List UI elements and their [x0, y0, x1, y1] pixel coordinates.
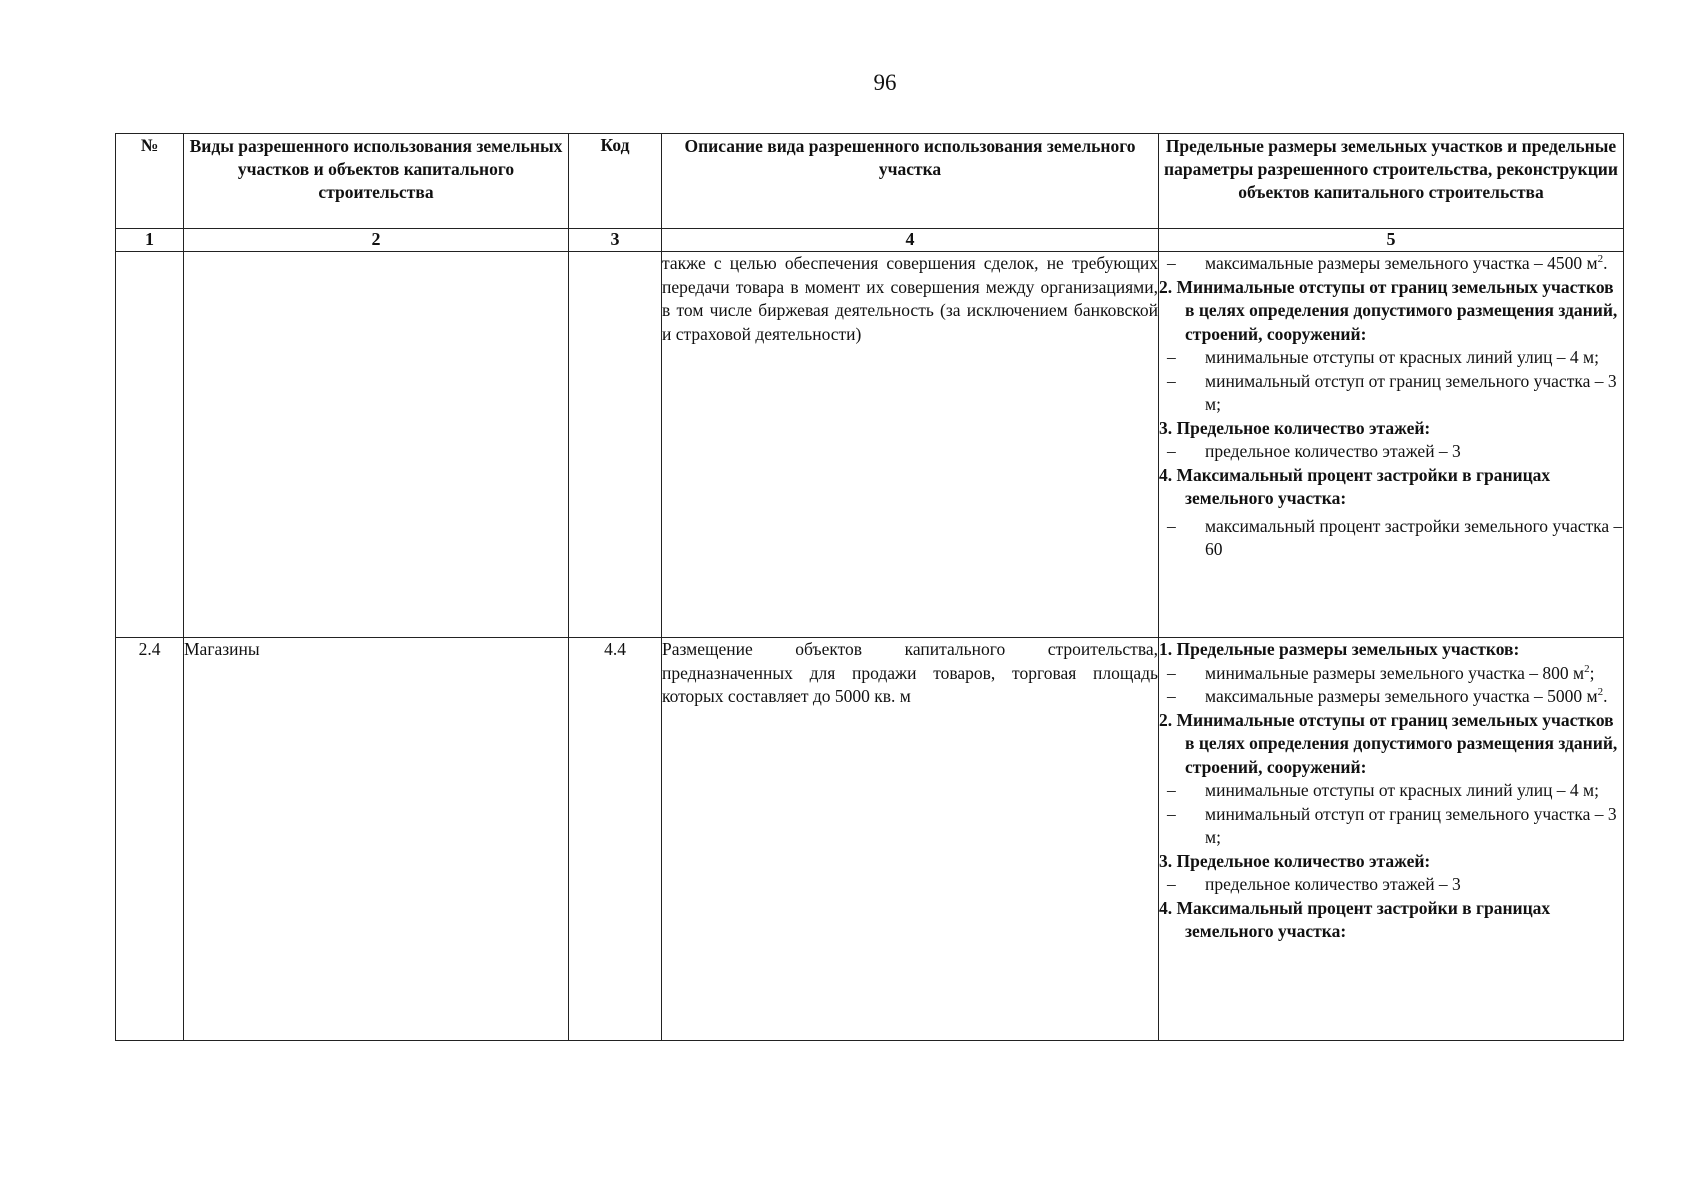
- dash-bullet: –: [1167, 874, 1176, 894]
- superscript: 2: [1584, 662, 1590, 675]
- parameter-item: [1159, 346, 1623, 370]
- parameter-heading-text: 1. Предельные размеры земельных участков:: [1159, 639, 1520, 659]
- parameter-item: [1159, 252, 1623, 276]
- table-row: [116, 252, 1624, 638]
- table-row: [116, 638, 1624, 1041]
- land-use-table: [115, 133, 1624, 1041]
- dash-bullet: –: [1167, 803, 1176, 824]
- parameter-item: [1159, 440, 1623, 464]
- dash-bullet: –: [1167, 347, 1176, 367]
- parameter-heading-text: 3. Предельное количество этажей:: [1159, 417, 1431, 438]
- parameter-heading-text: 2. Минимальные отступы от границ земельных участков в целях определения допустимого размещения зданий, строений, сооружений:: [1159, 709, 1618, 777]
- row-land-use-name: Магазины: [184, 638, 569, 1041]
- parameter-item: [1159, 515, 1623, 562]
- row-code: 4.4: [569, 638, 662, 1041]
- parameter-item-text: минимальный отступ от границ земельного участка – 3 м;: [1205, 370, 1617, 414]
- row-description: также с целью обеспечения совершения сделок, не требующих передачи товара в момент их совершения между организациями, в том числе биржевая деятельность (за исключением банковской и страховой деятельности): [662, 252, 1159, 638]
- header-land-use-types: Виды разрешенного использования земельных участков и объектов капитального строительства: [184, 134, 569, 229]
- column-number: 4: [662, 229, 1159, 252]
- parameter-item-text: минимальные отступы от красных линий улиц – 4 м;: [1205, 780, 1599, 800]
- header-parameters: Предельные размеры земельных участков и предельные параметры разрешенного строительства, реконструкции объектов капитального строительства: [1159, 134, 1624, 229]
- parameter-item-text: максимальный процент застройки земельного участка – 60: [1205, 515, 1623, 559]
- dash-bullet: –: [1167, 253, 1176, 273]
- parameter-heading-text: 4. Максимальный процент застройки в границах земельного участка:: [1159, 897, 1551, 941]
- parameter-heading: [1159, 638, 1623, 662]
- parameter-heading: [1159, 276, 1623, 347]
- punctuation: .: [1603, 686, 1608, 706]
- parameter-heading-text: 4. Максимальный процент застройки в границах земельного участка:: [1159, 464, 1551, 508]
- column-number-row: [116, 229, 1624, 252]
- punctuation: ;: [1589, 662, 1595, 683]
- parameter-item: [1159, 662, 1623, 686]
- column-number: 5: [1159, 229, 1624, 252]
- dash-bullet: –: [1167, 662, 1176, 683]
- row-land-use-name: [184, 252, 569, 638]
- parameter-heading-text: 3. Предельное количество этажей:: [1159, 850, 1431, 871]
- parameter-item: [1159, 803, 1623, 850]
- parameter-heading-text: 2. Минимальные отступы от границ земельных участков в целях определения допустимого размещения зданий, строений, сооружений:: [1159, 276, 1618, 344]
- parameter-item: [1159, 779, 1623, 803]
- parameter-heading: [1159, 850, 1623, 874]
- superscript: 2: [1597, 253, 1604, 265]
- dash-bullet: –: [1167, 515, 1176, 536]
- superscript: 2: [1597, 686, 1604, 698]
- column-number: 2: [184, 229, 569, 252]
- header-code: Код: [569, 134, 662, 229]
- row-parameters: [1159, 252, 1624, 638]
- parameter-item-text: минимальные отступы от красных линий улиц – 4 м;: [1205, 347, 1599, 367]
- parameter-item: [1159, 685, 1623, 709]
- row-number: 2.4: [116, 638, 184, 1041]
- parameter-heading: [1159, 709, 1623, 780]
- row-description: Размещение объектов капитального строительства, предназначенных для продажи товаров, торговая площадь которых составляет до 5000 кв. м: [662, 638, 1159, 1041]
- table-header-row: [116, 134, 1624, 229]
- parameter-heading: [1159, 897, 1623, 944]
- parameter-item-text: максимальные размеры земельного участка – 5000 м: [1205, 686, 1598, 706]
- header-description: Описание вида разрешенного использования земельного участка: [662, 134, 1159, 229]
- row-number: [116, 252, 184, 638]
- column-number: 1: [116, 229, 184, 252]
- row-parameters: [1159, 638, 1624, 1041]
- column-number: 3: [569, 229, 662, 252]
- punctuation: .: [1603, 253, 1608, 273]
- parameter-item-text: предельное количество этажей – 3: [1205, 441, 1461, 461]
- dash-bullet: –: [1167, 780, 1176, 800]
- parameter-item-text: минимальный отступ от границ земельного участка – 3 м;: [1205, 803, 1617, 847]
- parameter-item-text: минимальные размеры земельного участка – 800 м: [1205, 662, 1585, 683]
- parameter-item-text: максимальные размеры земельного участка – 4500 м: [1205, 253, 1598, 273]
- parameter-heading: [1159, 464, 1623, 511]
- parameter-item-text: предельное количество этажей – 3: [1205, 874, 1461, 894]
- header-number: №: [116, 134, 184, 229]
- parameter-item: [1159, 370, 1623, 417]
- row-code: [569, 252, 662, 638]
- parameter-heading: [1159, 417, 1623, 441]
- parameter-item: [1159, 873, 1623, 897]
- dash-bullet: –: [1167, 441, 1176, 461]
- dash-bullet: –: [1167, 370, 1176, 391]
- page-number: 96: [873, 70, 897, 95]
- dash-bullet: –: [1167, 686, 1176, 706]
